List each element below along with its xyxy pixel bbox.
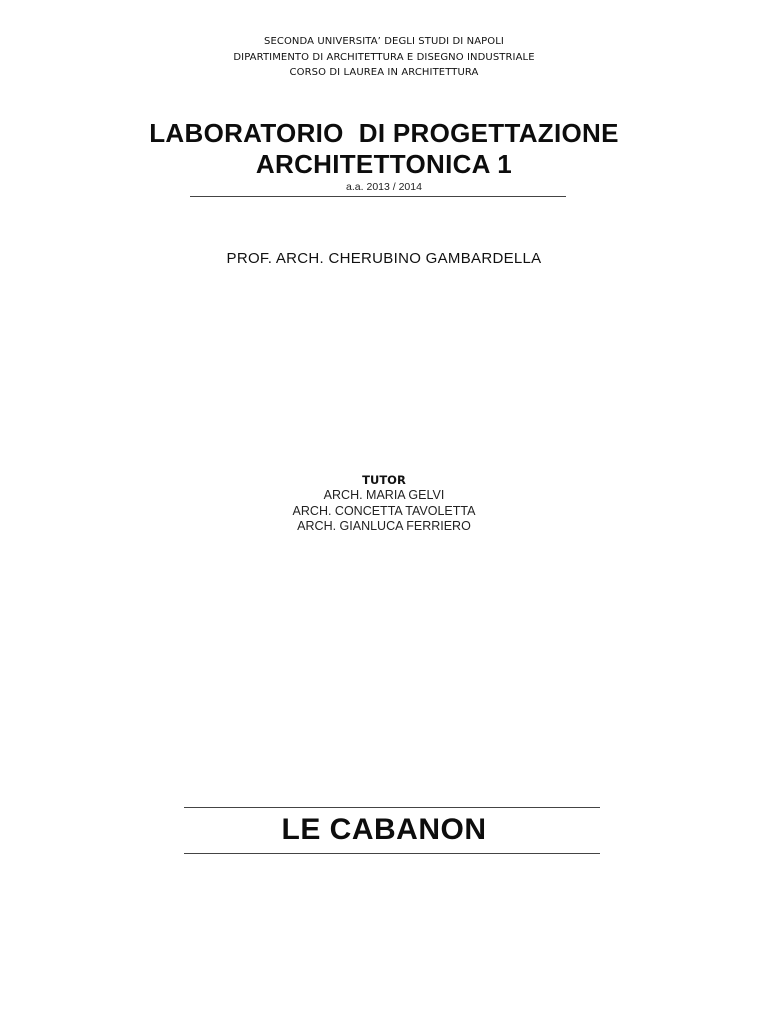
tutor-name: ARCH. MARIA GELVI xyxy=(323,488,445,502)
document-title xyxy=(0,118,768,180)
project-title: LE CABANON xyxy=(281,813,487,846)
tutor-name: ARCH. CONCETTA TAVOLETTA xyxy=(292,503,476,518)
course-name: CORSO DI LAUREA IN ARCHITETTURA xyxy=(289,67,479,78)
university-name: SECONDA UNIVERSITA’ DEGLI STUDI DI NAPOLI xyxy=(264,36,504,47)
tutor-heading: TUTOR xyxy=(362,473,406,487)
title-line-2: ARCHITETTONICA 1 xyxy=(255,149,513,179)
academic-year: a.a. 2013 / 2014 xyxy=(346,181,422,193)
title-line-1: LABORATORIO DI PROGETTAZIONE xyxy=(149,118,619,148)
institution-header xyxy=(0,34,768,81)
department-name: DIPARTIMENTO DI ARCHITETTURA E DISEGNO INDUSTRIALE xyxy=(233,51,535,63)
professor-name: PROF. ARCH. CHERUBINO GAMBARDELLA xyxy=(226,250,542,267)
tutor-name: ARCH. GIANLUCA FERRIERO xyxy=(297,519,471,533)
project-title-bottom-rule xyxy=(184,853,600,854)
title-divider xyxy=(190,196,566,197)
project-title-top-rule xyxy=(184,807,600,808)
tutor-block xyxy=(0,472,768,535)
